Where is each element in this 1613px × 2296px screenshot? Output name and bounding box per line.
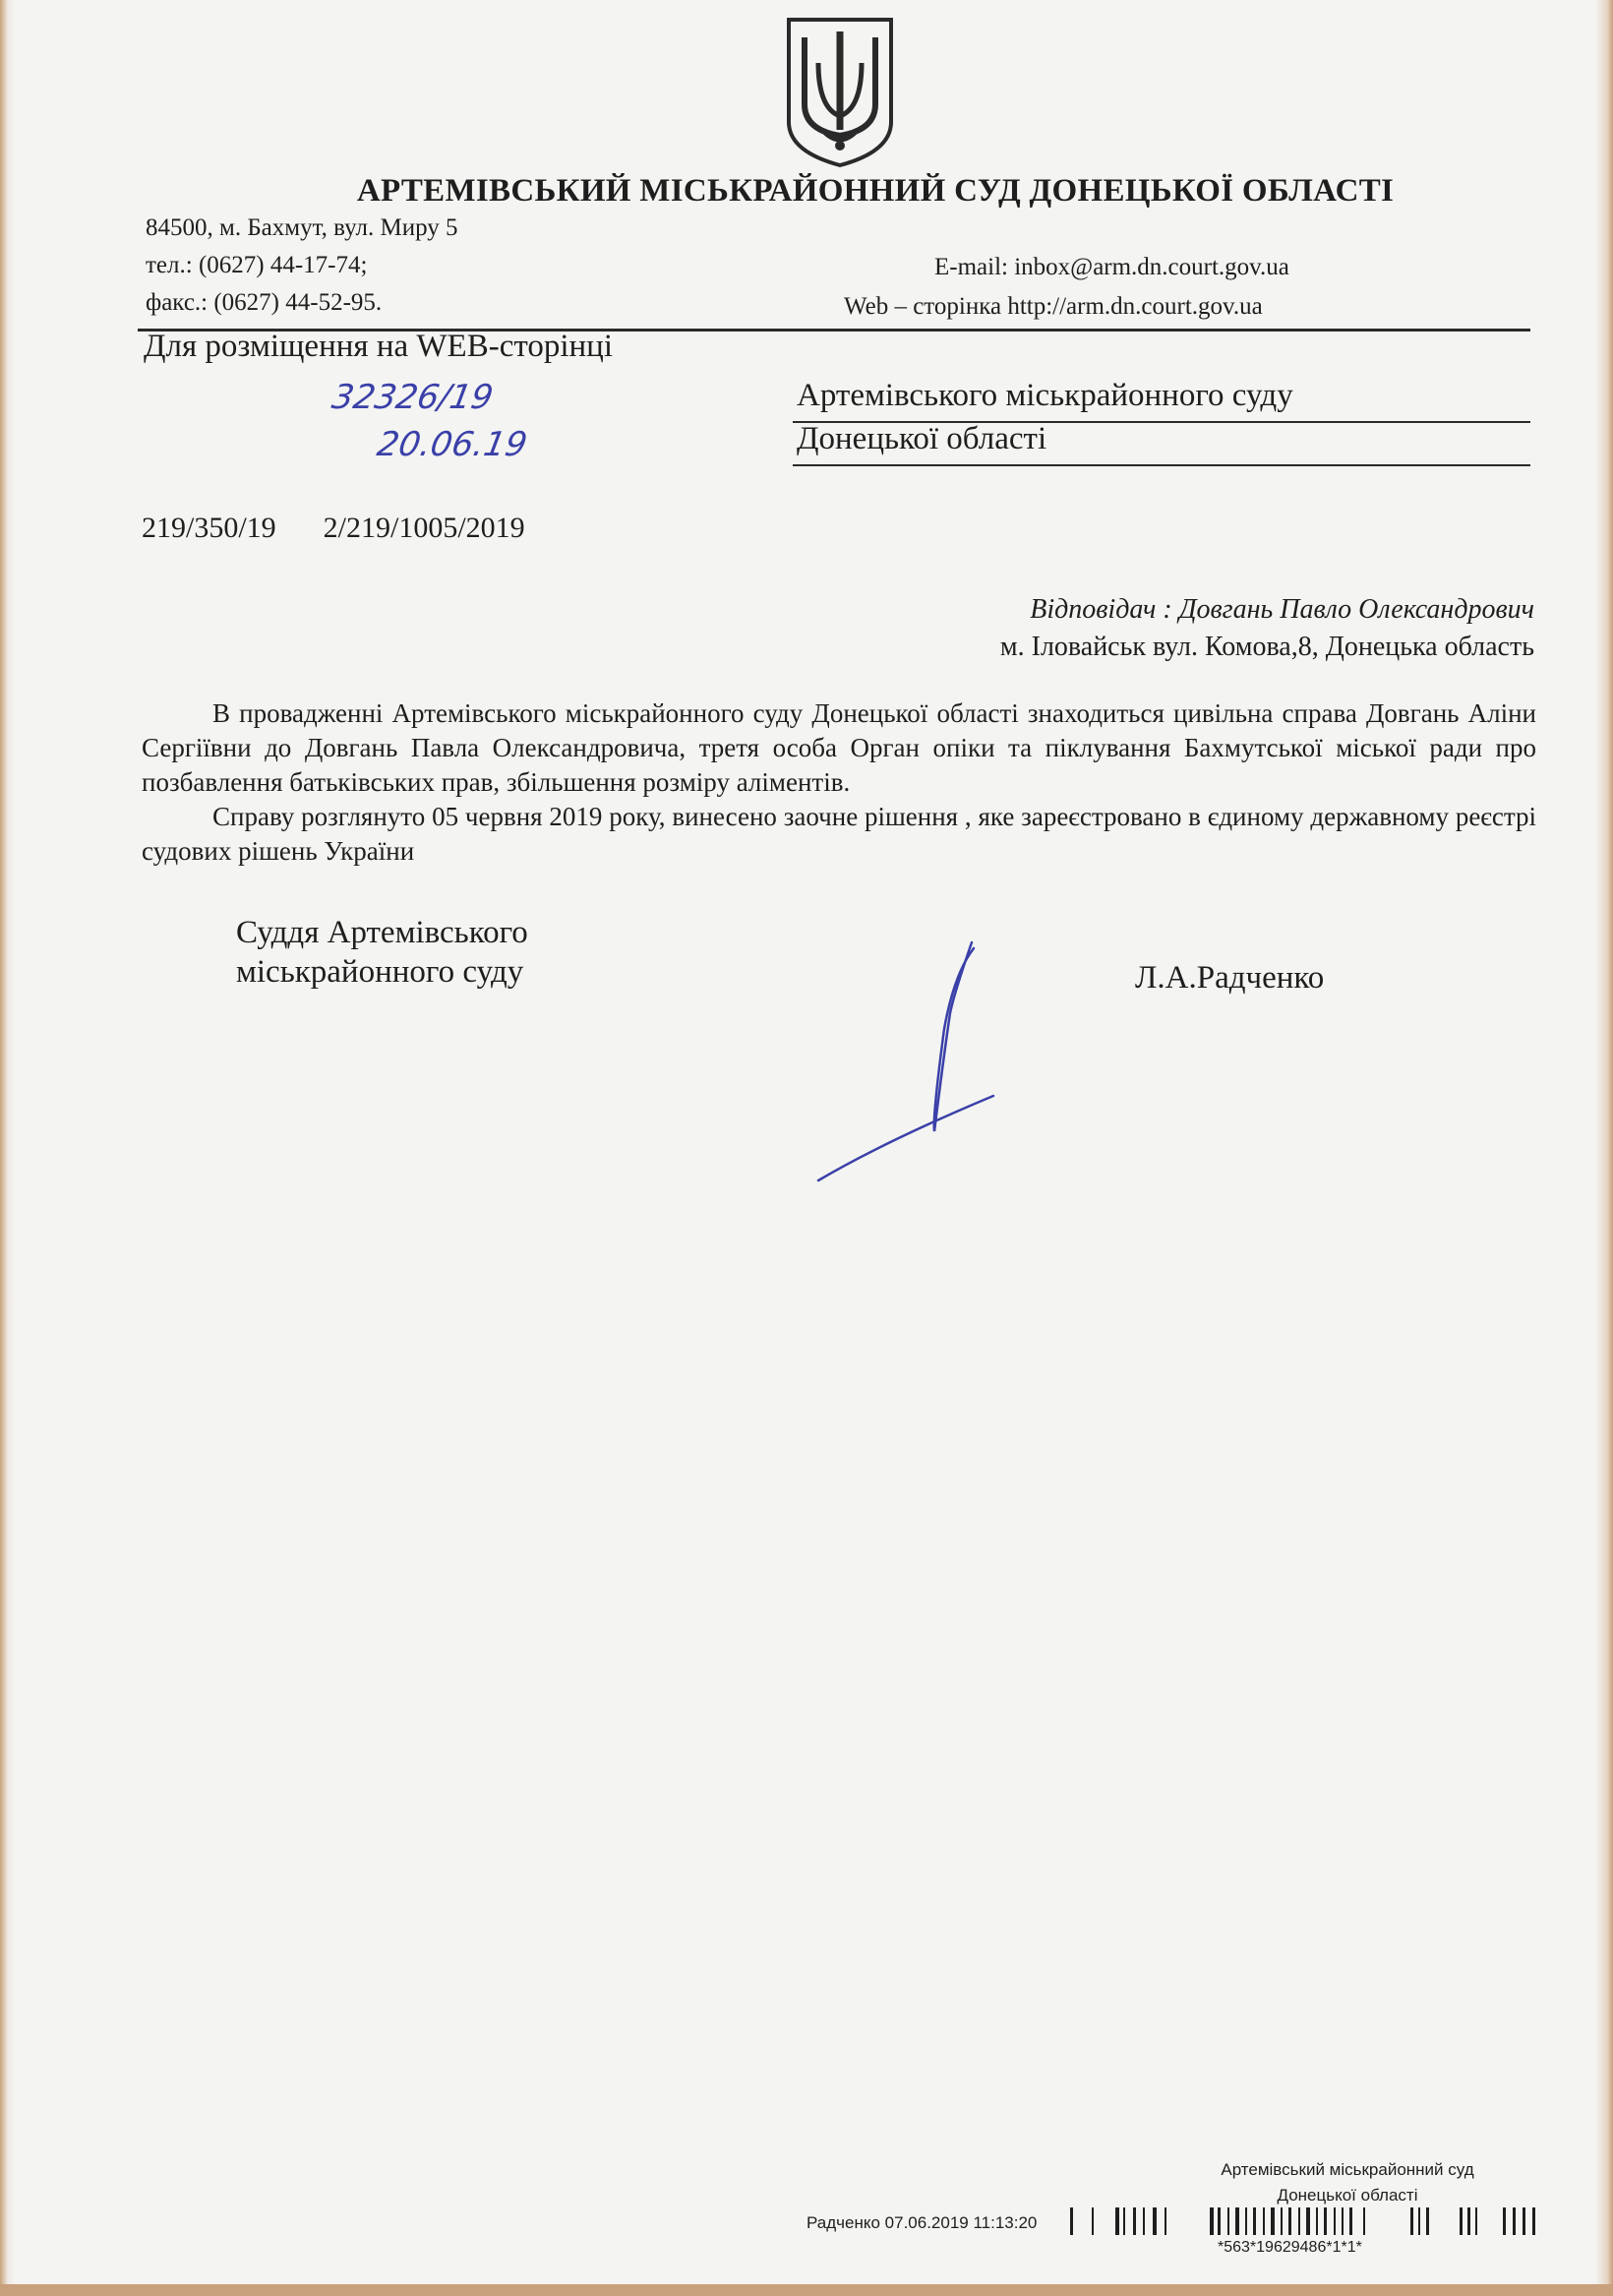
respondent-name: Відповідач : Довгань Павло Олександрович	[1030, 594, 1534, 625]
body-paragraph: Справу розглянуто 05 червня 2019 року, винесено заочне рішення , яке зареєстровано в єдиному державному реєстрі судових рішень України	[142, 802, 1536, 866]
barcode-icon	[1070, 2204, 1546, 2239]
judge-name: Л.А.Радченко	[1135, 960, 1325, 996]
addressee-line-2: Донецької області	[797, 421, 1047, 456]
body-paragraph: В провадженні Артемівського міськрайонного суду Донецької області знаходиться цивільна справа Довгань Аліни Сергіївни до Довгань Павла Олександровича, третя особа Орган опіки та піклування Бахмутської міської ради про позбавлення батьківських прав, збільшення розміру аліментів.	[142, 698, 1536, 797]
addressee-underline-2	[793, 464, 1530, 466]
case-number: 219/350/19	[142, 512, 276, 544]
addressee-line-1: Артемівського міськрайонного суду	[797, 378, 1293, 413]
handwritten-registration-date: 20.06.19	[374, 425, 530, 464]
footer-timestamp: Радченко 07.06.2019 11:13:20	[806, 2213, 1038, 2232]
court-email: E-mail: inbox@arm.dn.court.gov.ua	[934, 254, 1289, 280]
court-website: Web – сторінка http://arm.dn.court.gov.ua	[844, 293, 1263, 320]
court-address: 84500, м. Бахмут, вул. Миру 5	[146, 214, 458, 241]
web-placement-note: Для розміщення на WEB-сторінці	[144, 329, 613, 364]
footer-court-name: Артемівський міськрайонний суд	[1221, 2160, 1474, 2179]
judge-title-line-2: міськрайонного суду	[236, 954, 524, 990]
barcode-number: *563*19629486*1*1*	[1218, 2239, 1362, 2256]
judge-title-line-1: Суддя Артемівського	[236, 915, 528, 950]
handwritten-registration-number: 32326/19	[329, 378, 497, 417]
court-fax: факс.: (0627) 44-52-95.	[146, 289, 383, 316]
case-numbers	[142, 512, 525, 545]
court-title: АРТЕМІВСЬКИЙ МІСЬКРАЙОННИЙ СУД ДОНЕЦЬКОЇ ОБЛАСТІ	[356, 173, 1395, 209]
footer-court-region: Донецької області	[1277, 2186, 1418, 2205]
court-phone: тел.: (0627) 44-17-74;	[146, 252, 368, 278]
letter-body	[142, 696, 1536, 869]
respondent-address: м. Іловайськ вул. Комова,8, Донецька область	[999, 632, 1534, 662]
proceeding-number: 2/219/1005/2019	[323, 512, 525, 544]
page-edge	[0, 2284, 1613, 2296]
trident-emblem-icon	[783, 14, 897, 169]
handwritten-signature-icon	[806, 935, 1023, 1190]
